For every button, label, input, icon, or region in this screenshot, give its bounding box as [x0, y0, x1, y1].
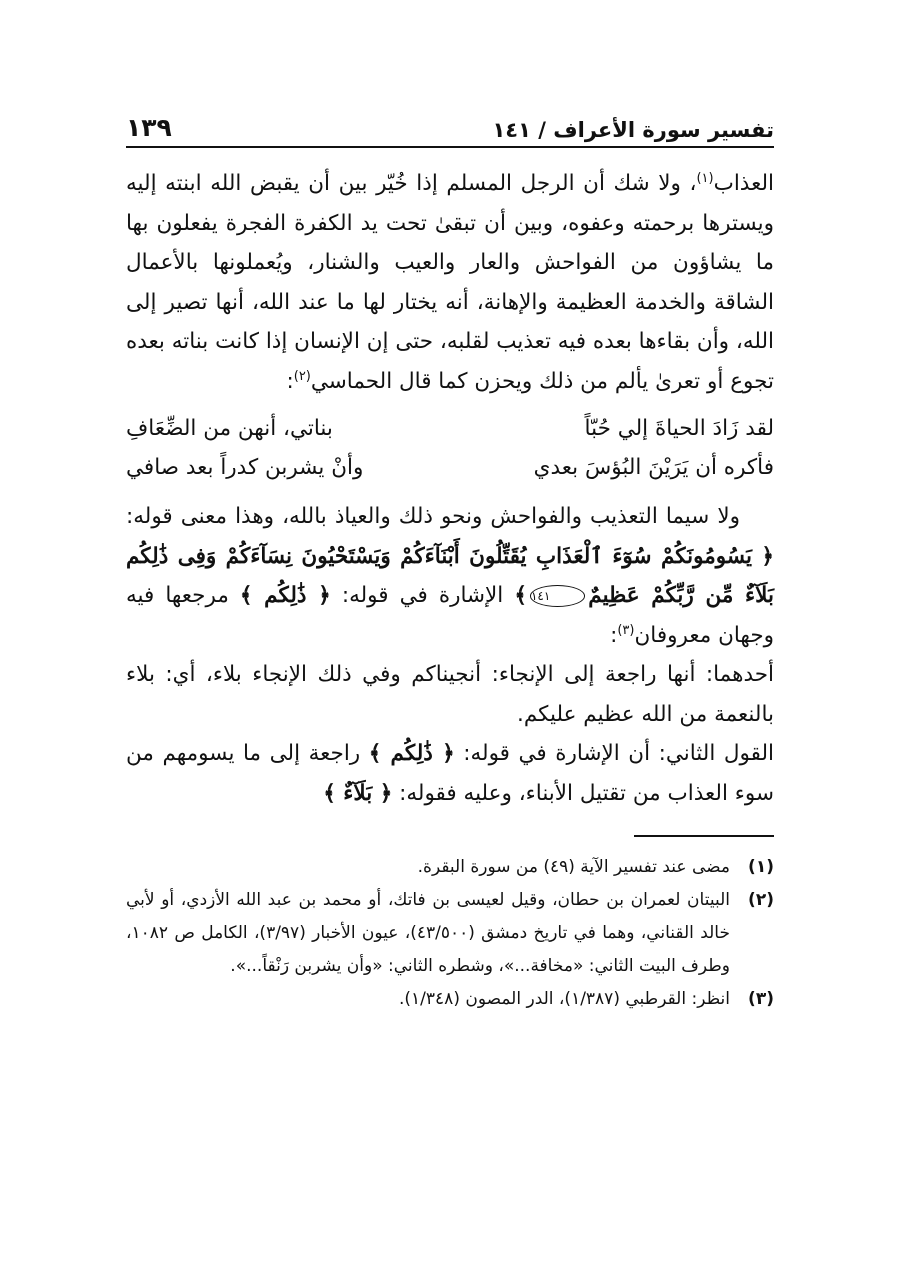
paragraph-2-part-d: :: [610, 622, 618, 648]
footnote-1-number: (١): [748, 857, 774, 877]
footnote-3-number: (٣): [748, 989, 774, 1009]
verse-2-first-hemistich: فأكره أن يَرَيْنَ البُؤسَ بعدي: [533, 455, 774, 480]
running-title: تفسير سورة الأعراف / ١٤١: [492, 118, 774, 142]
paragraph-1-part-c: :: [286, 368, 294, 394]
verse-2: [126, 448, 774, 487]
paragraph-1-part-a: العذاب: [713, 171, 774, 196]
footnote-2-number: (٢): [748, 890, 774, 910]
footnote-3: [126, 983, 774, 1016]
ayah-number-mark: ١٤١: [530, 585, 585, 607]
footnote-1-text: مضى عند تفسير الآية (٤٩) من سورة البقرة.: [417, 857, 730, 877]
main-text: [126, 164, 774, 813]
paragraph-4: [126, 734, 774, 813]
verse-1-first-hemistich: لقد زَادَ الحياةَ إلي حُبّاً: [584, 416, 774, 441]
footnote-ref-1: (١): [696, 170, 714, 186]
page-number: ١٣٩: [126, 113, 172, 142]
poem: [126, 409, 774, 487]
footnote-ref-2: (٢): [293, 368, 311, 384]
footnote-ref-3: (٣): [617, 622, 635, 638]
paragraph-4-part-a: القول الثاني: أن الإشارة في قوله:: [454, 741, 774, 766]
footnote-2: [126, 884, 774, 983]
footnote-3-text: انظر: القرطبي (١/٣٨٧)، الدر المصون (١/٣٤٨).: [399, 989, 730, 1009]
paragraph-2-part-c: مرجعها فيه وجهان معروفان: [126, 583, 774, 648]
paragraph-3: أحدهما: أنها راجعة إلى الإنجاء: أنجيناكم وفي ذلك الإنجاء بلاء، أي: بلاء بالنعمة من الله عظيم عليكم.: [126, 662, 774, 727]
quran-quote-1-close: ﴾: [514, 583, 527, 608]
page-header: [126, 108, 774, 148]
footnote-separator: [634, 835, 774, 837]
quran-quote-4: ﴿ بَلَآءٌ ﴾: [323, 780, 393, 806]
paragraph-4-part-b: راجعة إلى ما يسومهم من سوء العذاب من تقتيل الأبناء، وعليه فقوله:: [126, 741, 774, 806]
verse-2-second-hemistich: وأنْ يشربن كدراً بعد صافي: [126, 455, 364, 480]
quran-quote-3: ﴿ ذَٰلِكُم ﴾: [368, 741, 455, 766]
paragraph-2: [126, 497, 774, 655]
quran-quote-1: ﴿ يَسُومُونَكُمْ سُوٓءَ ٱلْعَذَابِ يُقَتِّلُونَ أَبْنَآءَكُمْ وَيَسْتَحْيُونَ نِسَآءَكُمْ وَفِى ذَٰلِكُم بَلَآءٌ مِّن رَّبِّكُمْ عَظِيمٌ: [126, 543, 774, 608]
verse-1: [126, 409, 774, 448]
footnote-2-text: البيتان لعمران بن حطان، وقيل لعيسى بن فاتك، أو محمد بن عبد الله الأزدي، أو لأبي خالد القناني، وهما في تاريخ دمشق (٤٣/٥٠٠)، عيون الأخبار (٣/٩٧)، الكامل ص ١٠٨٢، وطرف البيت الثاني: «مخافة...»، وشطره الثاني: «وأن يشربن رَنْقاً...».: [126, 890, 730, 976]
paragraph-1: [126, 164, 774, 401]
paragraph-1-part-b: ، ولا شك أن الرجل المسلم إذا خُيّر بين أن يقبض الله ابنته إليه ويسترها برحمته وعفوه، وبين أن تبقىٰ تحت يد الكفرة الفجرة يفعلون بها ما يشاؤون من الفواحش والعار والعيب والشنار، ويُعملونها بالأعمال الشاقة والخدمة العظيمة والإهانة، أنه يختار لها ما عند الله، أنها تصير إلى الله، وأن بقاءها بعده فيه تعذيب لقلبه، حتى إن الإنسان إذا كانت بناته بعده تجوع أو تعرىٰ يألم من ذلك ويحزن كما قال الحماسي: [126, 171, 774, 394]
paragraph-2-part-a: ولا سيما التعذيب والفواحش ونحو ذلك والعياذ بالله، وهذا معنى قوله:: [126, 504, 740, 529]
footnotes: [126, 851, 774, 1016]
paragraph-2-part-b: الإشارة في قوله:: [330, 583, 515, 608]
quran-quote-2: ﴿ ذَٰلِكُم ﴾: [239, 583, 331, 608]
verse-1-second-hemistich: بناتي، أنهن من الضِّعَافِ: [126, 416, 333, 441]
footnote-1: [126, 851, 774, 884]
